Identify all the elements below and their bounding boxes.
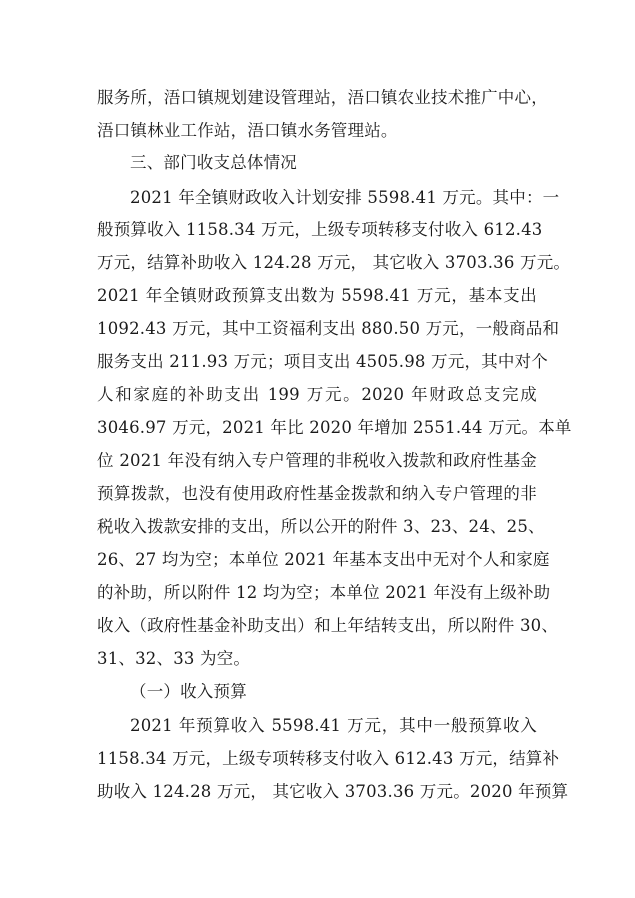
paragraph-line: 人和家庭的补助支出 199 万元。2020 年财政总支完成 — [97, 385, 537, 404]
paragraph-line: 位 2021 年没有纳入专户管理的非税收入拨款和政府性基金 — [97, 451, 537, 470]
paragraph-line: 2021 年全镇财政预算支出数为 5598.41 万元，基本支出 — [97, 286, 537, 305]
paragraph-line: 1092.43 万元，其中工资福利支出 880.50 万元，一般商品和 — [97, 319, 560, 338]
paragraph-line: 预算拨款，也没有使用政府性基金拨款和纳入专户管理的非 — [97, 484, 537, 503]
paragraph-line: 1158.34 万元，上级专项转移支付收入 612.43 万元，结算补 — [97, 749, 560, 768]
paragraph-line: 服务所，浯口镇规划建设管理站，浯口镇农业技术推广中心， — [97, 88, 548, 107]
paragraph-line: 收入（政府性基金补助支出）和上年结转支出，所以附件 30、 — [97, 616, 559, 635]
paragraph-line: 万元，结算补助收入 124.28 万元， 其它收入 3703.36 万元。 — [97, 253, 571, 272]
paragraph-line: 26、27 均为空；本单位 2021 年基本支出中无对个人和家庭 — [97, 550, 550, 569]
paragraph-line: 税收入拨款安排的支出，所以公开的附件 3、23、24、25、 — [97, 517, 545, 536]
paragraph-line: 服务支出 211.93 万元；项目支出 4505.98 万元，其中对个 — [97, 352, 548, 371]
subsection-heading: （一）收入预算 — [130, 682, 247, 701]
paragraph-line: 的补助，所以附件 12 均为空；本单位 2021 年没有上级补助 — [97, 583, 551, 602]
section-heading: 三、部门收支总体情况 — [130, 153, 297, 172]
paragraph-line: 2021 年预算收入 5598.41 万元，其中一般预算收入 — [130, 716, 537, 735]
paragraph-line: 2021 年全镇财政收入计划安排 5598.41 万元。其中：一 — [130, 188, 560, 207]
paragraph-line: 般预算收入 1158.34 万元，上级专项转移支付收入 612.43 — [97, 220, 543, 239]
paragraph-line: 3046.97 万元，2021 年比 2020 年增加 2551.44 万元。本单 — [97, 418, 572, 437]
paragraph-line: 31、32、33 为空。 — [97, 649, 251, 668]
paragraph-line: 浯口镇林业工作站，浯口镇水务管理站。 — [97, 121, 398, 140]
paragraph-line: 助收入 124.28 万元， 其它收入 3703.36 万元。2020 年预算 — [97, 782, 569, 801]
